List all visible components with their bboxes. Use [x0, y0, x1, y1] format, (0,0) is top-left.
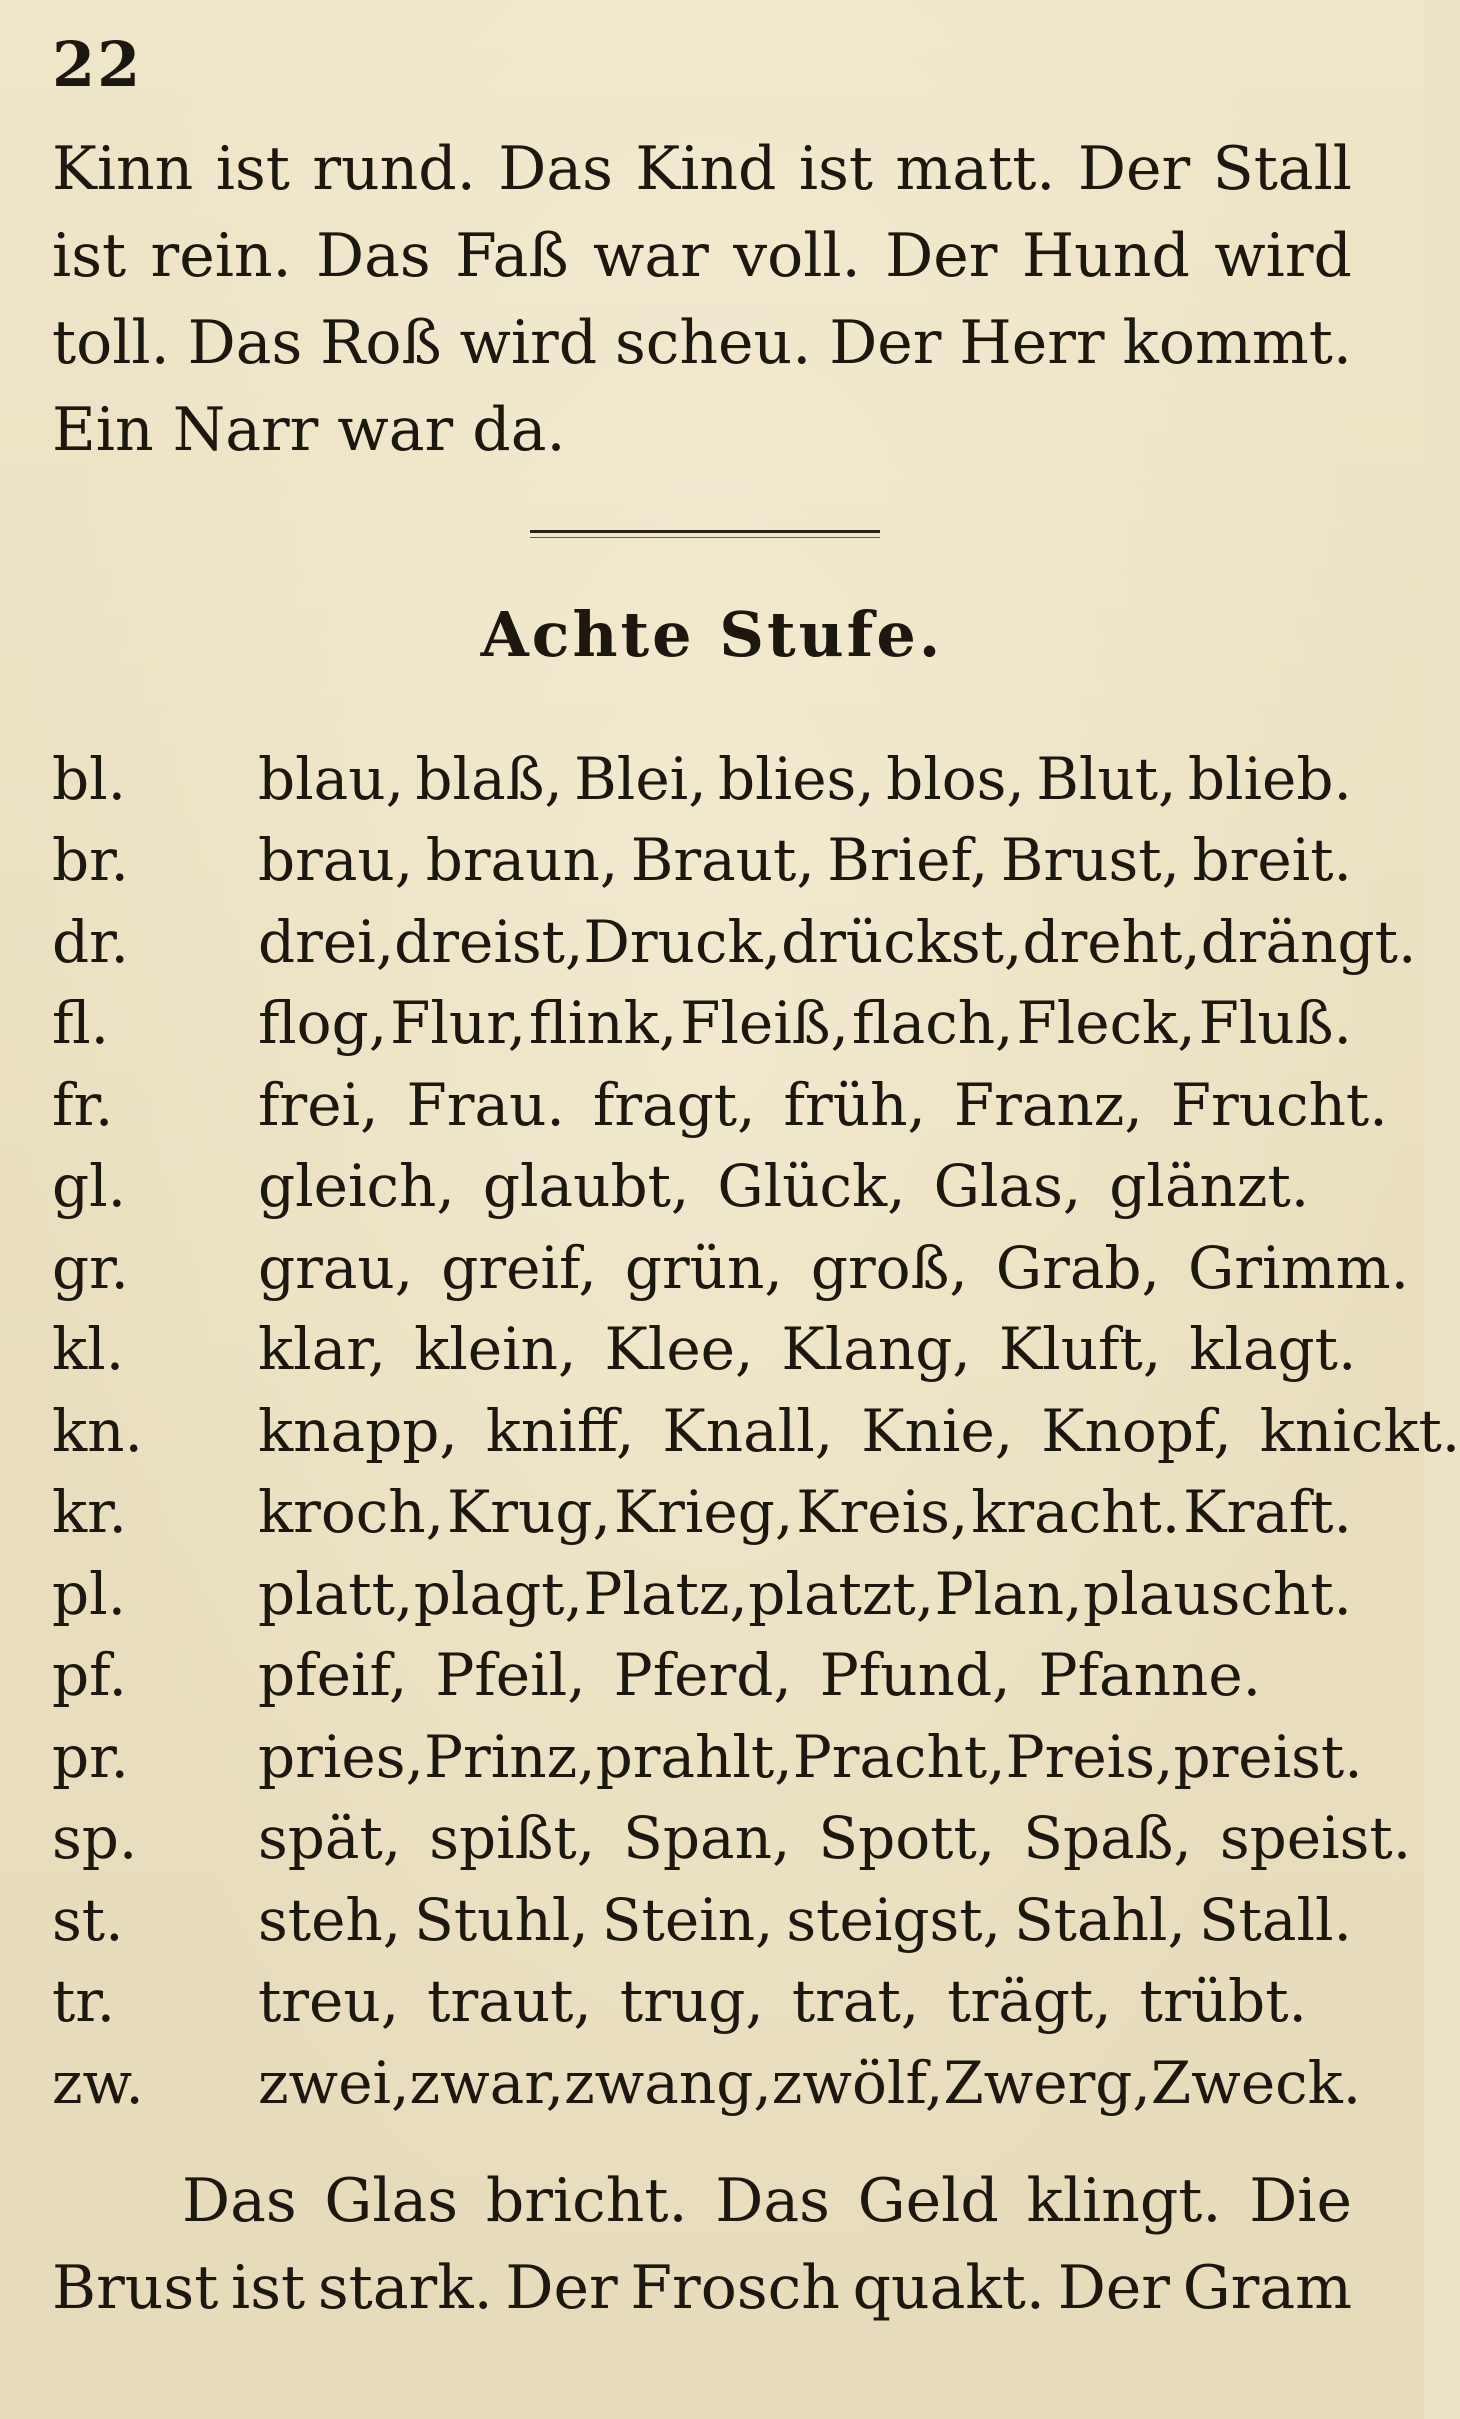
list-item — [52, 1961, 1352, 2043]
list-item — [52, 1472, 1352, 1554]
word: steh, — [258, 1885, 402, 1954]
word: Zweck. — [1150, 2048, 1362, 2117]
word: pries, — [258, 1722, 424, 1791]
word: Frau. — [406, 1070, 565, 1139]
word: ist — [52, 221, 127, 291]
word: Pferd, — [613, 1641, 792, 1710]
word: trug, — [619, 1967, 764, 2036]
list-item — [52, 2042, 1362, 2124]
cluster-label: kn. — [52, 1396, 143, 1465]
example-words — [258, 1397, 1460, 1465]
word: Das — [182, 2166, 297, 2236]
example-words — [258, 1641, 1352, 1709]
word: Glas, — [933, 1152, 1082, 1221]
list-item — [52, 1879, 1352, 1961]
example-words — [258, 2049, 1361, 2117]
word: klein, — [414, 1315, 577, 1384]
word: treu, — [258, 1967, 400, 2036]
word: spät, — [258, 1804, 402, 1873]
word: speist. — [1219, 1804, 1412, 1873]
list-item — [52, 1309, 1357, 1391]
word: greif, — [441, 1233, 597, 1302]
example-words — [258, 745, 1352, 813]
word: voll. — [733, 221, 861, 291]
word: rund. — [312, 134, 476, 204]
word: kniff, — [485, 1396, 635, 1465]
word: flach, — [851, 989, 1014, 1058]
word: grün, — [624, 1233, 783, 1302]
list-item — [52, 1635, 1352, 1717]
word: matt. — [895, 134, 1056, 204]
word: Spaß, — [1023, 1804, 1192, 1873]
consonant-cluster-list — [52, 738, 1460, 2124]
word: blos, — [886, 744, 1025, 813]
word: blau, — [258, 744, 405, 813]
word: kracht. — [971, 1478, 1181, 1547]
word: Der — [1057, 2253, 1170, 2323]
cluster-label: kl. — [52, 1315, 125, 1384]
word: Glas — [324, 2166, 459, 2236]
word: zwölf, — [771, 2048, 944, 2117]
word: toll. — [52, 308, 170, 378]
word: Platz, — [583, 1559, 748, 1628]
word: Roß — [320, 308, 442, 378]
word: breit. — [1192, 826, 1352, 895]
word: Kreis, — [796, 1478, 969, 1547]
closing-paragraph — [52, 2158, 1352, 2332]
word: Der — [1077, 134, 1191, 204]
word: steigst, — [786, 1885, 1002, 1954]
word: Brief, — [827, 826, 989, 895]
word: Braut, — [630, 826, 815, 895]
cluster-label: sp. — [52, 1804, 138, 1873]
word: drei, — [258, 907, 395, 976]
example-words — [258, 989, 1352, 1057]
word: glänzt. — [1109, 1152, 1310, 1221]
word: gleich, — [258, 1152, 455, 1221]
word: prahlt, — [595, 1722, 793, 1791]
word: Stuhl, — [414, 1885, 589, 1954]
list-item — [52, 901, 1417, 983]
word: spißt, — [429, 1804, 596, 1873]
example-words — [258, 1234, 1409, 1302]
intro-paragraph — [52, 126, 1352, 474]
list-item — [52, 1798, 1412, 1880]
word: brau, — [258, 826, 414, 895]
example-words — [258, 1723, 1363, 1791]
list-item — [52, 1064, 1388, 1146]
word: bricht. — [485, 2166, 688, 2236]
example-words — [258, 1152, 1352, 1220]
list-item — [52, 738, 1352, 820]
word: Klee, — [604, 1315, 754, 1384]
word: wird — [459, 308, 598, 378]
word: Zwerg, — [943, 2048, 1151, 2117]
word: Pfanne. — [1038, 1641, 1262, 1710]
word: Frucht. — [1170, 1070, 1388, 1139]
cluster-label: tr. — [52, 1967, 116, 2036]
word: dreht, — [1022, 907, 1201, 976]
word: kroch, — [258, 1478, 445, 1547]
word: früh, — [783, 1070, 926, 1139]
word: Preis, — [1005, 1722, 1174, 1791]
word: trat, — [791, 1967, 920, 2036]
word: Krieg, — [613, 1478, 794, 1547]
word: flog, — [258, 989, 388, 1058]
cluster-label: pr. — [52, 1722, 129, 1791]
word: zwei, — [258, 2048, 410, 2117]
word: Pfeil, — [435, 1641, 586, 1710]
cluster-label: pl. — [52, 1559, 127, 1628]
word: Stahl, — [1013, 1885, 1186, 1954]
word: traut, — [427, 1967, 592, 2036]
word: Klang, — [781, 1315, 971, 1384]
word: Kind — [635, 134, 777, 204]
intro-line — [52, 126, 1352, 213]
word: plauscht. — [1083, 1559, 1352, 1628]
word: rein. — [150, 221, 292, 291]
word: Knopf, — [1041, 1396, 1232, 1465]
word: Plan, — [934, 1559, 1083, 1628]
word: Flur, — [390, 989, 527, 1058]
example-words — [258, 1071, 1388, 1139]
word: Stein, — [601, 1885, 774, 1954]
word: Span, — [623, 1804, 791, 1873]
word: scheu. — [615, 308, 812, 378]
page-number: 22 — [52, 28, 143, 101]
word: Brust — [52, 2253, 219, 2323]
word: pfeif, — [258, 1641, 408, 1710]
word: Die — [1249, 2166, 1352, 2236]
word: Der — [829, 308, 942, 378]
word: preist. — [1173, 1722, 1363, 1791]
word: Fleck, — [1016, 989, 1196, 1058]
cluster-label: gl. — [52, 1152, 127, 1221]
example-words — [258, 1560, 1352, 1628]
word: blieb. — [1187, 744, 1352, 813]
cluster-label: fl. — [52, 989, 110, 1058]
list-item — [52, 1716, 1363, 1798]
cluster-label: fr. — [52, 1070, 114, 1139]
example-words — [258, 1804, 1411, 1872]
word: knapp, — [258, 1396, 458, 1465]
word: zwar, — [409, 2048, 565, 2117]
list-item — [52, 1227, 1410, 1309]
example-words — [258, 826, 1352, 894]
word: Der — [885, 221, 998, 291]
word: klingt. — [1026, 2166, 1222, 2236]
word: blaß, — [415, 744, 563, 813]
word: Blei, — [574, 744, 707, 813]
word: klagt. — [1189, 1315, 1357, 1384]
example-words — [258, 1967, 1352, 2035]
cluster-label: zw. — [52, 2048, 144, 2117]
word: Druck, — [583, 907, 782, 976]
word: dreist, — [394, 907, 584, 976]
word: Das — [498, 134, 613, 204]
intro-line — [52, 300, 1352, 387]
word: Stall. — [1198, 1885, 1352, 1954]
cluster-label: st. — [52, 1885, 124, 1954]
word: glaubt, — [482, 1152, 690, 1221]
word: drückst, — [781, 907, 1023, 976]
word: klar, — [258, 1315, 387, 1384]
list-item — [52, 1146, 1352, 1228]
word: Faß — [455, 221, 569, 291]
word: Knie, — [861, 1396, 1014, 1465]
word: trübt. — [1139, 1967, 1307, 2036]
cluster-label: dr. — [52, 907, 129, 976]
closing-line — [52, 2158, 1352, 2245]
word: plagt, — [413, 1559, 583, 1628]
closing-line — [52, 2245, 1352, 2332]
word: Ein Narr war da. — [52, 395, 566, 465]
word: Gram — [1182, 2253, 1352, 2323]
word: frei, — [258, 1070, 379, 1139]
word: knickt. — [1259, 1396, 1460, 1465]
word: Das — [187, 308, 303, 378]
word: platt, — [258, 1559, 414, 1628]
section-heading: Achte Stufe. — [480, 598, 944, 671]
example-words — [258, 1886, 1352, 1954]
word: Brust, — [1000, 826, 1180, 895]
example-words — [258, 1478, 1352, 1546]
cluster-label: gr. — [52, 1233, 129, 1302]
list-item — [52, 1553, 1352, 1635]
word: platzt, — [748, 1559, 935, 1628]
word: Franz, — [953, 1070, 1143, 1139]
word: drängt. — [1200, 907, 1417, 976]
word: stark. — [317, 2253, 493, 2323]
word: Grimm. — [1187, 1233, 1410, 1302]
word: Glück, — [717, 1152, 906, 1221]
word: Grab, — [995, 1233, 1160, 1302]
word: zwang, — [564, 2048, 772, 2117]
word: Blut, — [1036, 744, 1177, 813]
word: Fleiß, — [680, 989, 849, 1058]
word: Kinn — [52, 134, 194, 204]
word: Herr — [959, 308, 1105, 378]
word: Hund — [1021, 221, 1190, 291]
word: Stall — [1212, 134, 1352, 204]
section-divider — [530, 530, 880, 533]
word: ist — [215, 134, 290, 204]
word: Knall, — [662, 1396, 834, 1465]
word: Fluß. — [1198, 989, 1352, 1058]
word: ist — [798, 134, 873, 204]
word: Prinz, — [423, 1722, 596, 1791]
cluster-label: bl. — [52, 744, 127, 813]
word: grau, — [258, 1233, 414, 1302]
list-item — [52, 820, 1352, 902]
word: trägt, — [947, 1967, 1112, 2036]
word: Frosch — [630, 2253, 840, 2323]
word: war — [592, 221, 709, 291]
cluster-label: kr. — [52, 1478, 127, 1547]
word: groß, — [810, 1233, 968, 1302]
cluster-label: br. — [52, 826, 129, 895]
example-words — [258, 1315, 1356, 1383]
word: Das — [316, 221, 431, 291]
word: ist — [231, 2253, 306, 2323]
word: kommt. — [1122, 308, 1352, 378]
cluster-label: pf. — [52, 1641, 127, 1710]
intro-line — [52, 387, 1352, 474]
word: Spott, — [818, 1804, 996, 1873]
word: Pracht, — [792, 1722, 1006, 1791]
word: wird — [1214, 221, 1352, 291]
word: Pfund, — [819, 1641, 1011, 1710]
word: Kraft. — [1183, 1478, 1352, 1547]
word: braun, — [425, 826, 619, 895]
word: flink, — [529, 989, 678, 1058]
word: Geld — [857, 2166, 999, 2236]
word: Das — [715, 2166, 830, 2236]
word: quakt. — [852, 2253, 1045, 2323]
list-item — [52, 1390, 1460, 1472]
word: blies, — [717, 744, 875, 813]
word: fragt, — [592, 1070, 756, 1139]
word: Krug, — [446, 1478, 611, 1547]
word: Der — [505, 2253, 618, 2323]
example-words — [258, 908, 1416, 976]
intro-line — [52, 213, 1352, 300]
list-item — [52, 983, 1352, 1065]
word: Kluft, — [998, 1315, 1162, 1384]
